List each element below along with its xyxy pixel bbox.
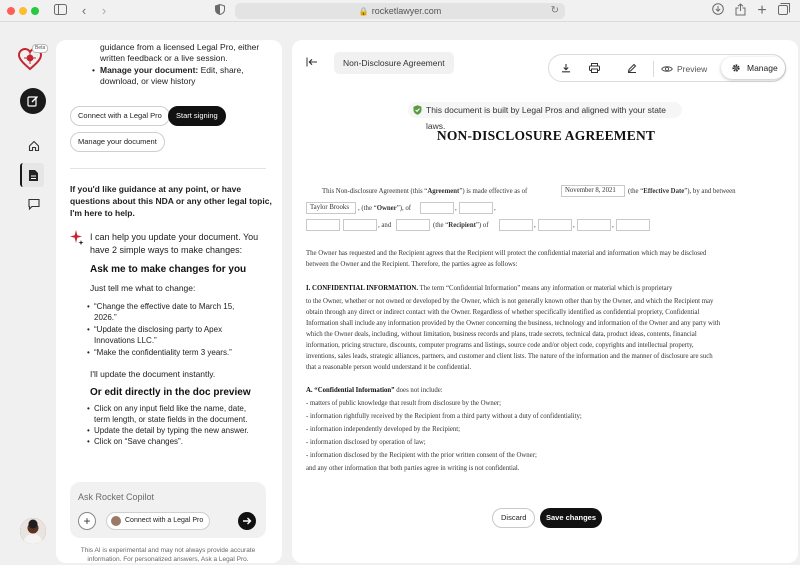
new-tab-icon[interactable]: + [757, 2, 767, 19]
start-signing-chip[interactable]: Start signing [168, 106, 226, 126]
composer-input[interactable]: Ask Rocket Copilot [78, 492, 155, 502]
intro-tail-line: guidance from a licensed Legal Pro, either [100, 42, 260, 52]
sparkle-icon [70, 230, 84, 246]
download-icon[interactable] [559, 61, 573, 75]
owner-city-field[interactable] [459, 202, 493, 214]
example-item: • “Update the disclosing party to Apex Innovations LLC.” [94, 325, 272, 346]
owner-zip-field[interactable] [343, 219, 377, 231]
documents-nav-button[interactable] [20, 163, 44, 187]
left-rail [0, 22, 56, 565]
compose-icon [27, 95, 39, 107]
print-icon[interactable] [587, 61, 601, 75]
document-heading: NON-DISCLOSURE AGREEMENT [436, 128, 656, 143]
exclusion-item: - information independently developed by the Recipient; [306, 426, 461, 433]
arrow-right-icon [242, 516, 252, 526]
recipient-state-field[interactable] [577, 219, 611, 231]
manage-document-chip[interactable]: Manage your document [70, 132, 165, 152]
gear-icon [731, 63, 741, 73]
chat-composer [70, 482, 266, 538]
help-text: I can help you update your document. You [90, 232, 259, 242]
edit-directly-heading: Or edit directly in the doc preview [90, 387, 251, 398]
doc-paragraph-line: inventions, sales leads, strategic alliances, partners, and customer and client lists. The nature of the information and the manner of disclosure are such [306, 353, 713, 360]
tab-overview-icon[interactable] [776, 3, 792, 19]
legal-pro-avatar-icon [111, 516, 121, 526]
preview-toggle[interactable]: Preview [661, 59, 707, 79]
manage-doc-bullet: • Manage your document: Edit, share, [92, 65, 244, 75]
connect-legal-pro-chip[interactable]: Connect with a Legal Pro [70, 106, 170, 126]
forward-icon[interactable]: › [101, 3, 107, 18]
owner-address-field[interactable] [420, 202, 454, 214]
save-changes-button[interactable]: Save changes [540, 508, 602, 528]
edit-pen-icon[interactable] [625, 61, 639, 75]
help-text: have 2 simple ways to make changes: [90, 245, 243, 255]
doc-paragraph-line: that a reasonable person would understand it be confidential. [306, 364, 472, 371]
exclusion-item: - information rightfully received by the Recipient from a third party without a duty of confidentiality; [306, 413, 582, 420]
address-bar[interactable] [235, 3, 565, 19]
home-icon [28, 140, 40, 152]
url-text: rocketlawyer.com [371, 6, 442, 16]
shield-check-icon [413, 105, 422, 115]
guidance-text: I'm here to help. [70, 208, 135, 218]
app-container [0, 22, 800, 565]
collapse-panel-icon[interactable] [306, 56, 318, 70]
manage-doc-bullet-cont: download, or view history [100, 76, 196, 86]
discard-button[interactable]: Discard [492, 508, 535, 528]
downloads-icon[interactable] [710, 3, 726, 19]
home-nav-button[interactable] [22, 134, 46, 158]
legal-pro-badge: This document is built by Legal Pros and aligned with your state laws. [408, 102, 682, 118]
step-item: • Click on “Save changes”. [94, 437, 272, 448]
doc-line: (the “Recipient”) of [433, 222, 489, 229]
browser-toolbar [0, 0, 800, 22]
step-item: • Update the detail by typing the new answer. [94, 426, 272, 437]
owner-name-field[interactable]: Taylor Brooks [306, 202, 356, 214]
manage-toggle[interactable]: Manage [721, 57, 785, 79]
chat-nav-button[interactable] [22, 192, 46, 216]
ai-disclaimer: This AI is experimental and may not always provide accurate information. For personalized answers, Ask a Legal Pro. [80, 547, 256, 563]
eye-icon [661, 65, 673, 73]
doc-paragraph-line: which the Owner deals, including, without limitation, business records and plans, trade secrets, technical data, product ideas, contents, financial [306, 331, 697, 338]
connect-legal-pro-button[interactable]: Connect with a Legal Pro [106, 512, 210, 530]
lock-icon: 🔒 [358, 7, 369, 16]
document-panel: Non-Disclosure Agreement Preview Manage This document is built by Legal Pros and aligned with your state laws. NON-DISCLOSURE AGREEMENT This Non-disclosure Agreement (this “Agreement”) is made effective as of November 8, 2021 (the “Effective Date”), by and between Taylor Brooks , (the “Owner”), of , , , and (the “Recipient”) of , , , The Owner has requested and the Recipient agrees that the Recipient will protect the confidential material and information which may be disclosed between the Owner and the Recipient. Therefore, the parties agree as follows: I. CONFIDENTIAL INFORMATION. The term “Confidential Information” means any information or material which is proprietary to the Owner, whether or not owned or developed by the Owner, which is not generally known other than by the Owner, and which the Recipient may obtain through any direct or indirect contact with the Owner. Regardless of whether specifically identified as confidential propriety, Confidential Information shall include any information provided by the Owner concerning the business, technology and information of the Owner and any party with which the Owner deals, including, without limitation, business records and plans, trade secrets, technical data, product ideas, contents, financial information, pricing structure, discounts, computer programs and listings, source code and/or object code, copyrights and intellectual property, inventions, sales leads, strategic alliances, partners, and customer and client lists. The nature of the information and the manner of disclosure are such that a reasonable person would understand it be confidential. A. “Confidential Information” does not include: - matters of public knowledge that result from disclosure by the Owner; - information rightfully received by the Recipient from a third party without a duty of confidentiality; - information independently developed by the Recipient; - information disclosed by operation of law; - information disclosed by the Recipient with the prior written consent of the Owner; and any other information that both parties agree in writing is not confidential. Discard Save changes [292, 40, 798, 563]
share-icon[interactable] [732, 3, 748, 19]
owner-state-field[interactable] [306, 219, 340, 231]
back-icon[interactable]: ‹ [81, 3, 87, 18]
section-1-heading-line: I. CONFIDENTIAL INFORMATION. The term “Confidential Information” means any information or material which is proprietary [306, 285, 673, 292]
doc-paragraph-line: Information shall include any information provided by the Owner concerning the business, technology and information of the Owner and any party with [306, 320, 721, 327]
effective-date-field[interactable]: November 8, 2021 [561, 185, 625, 197]
doc-paragraph-line: between the Owner and the Recipient. Therefore, the parties agree as follows: [306, 261, 518, 268]
new-document-button[interactable] [20, 88, 46, 114]
subsection-a-heading: A. “Confidential Information” does not include: [306, 387, 443, 394]
guidance-text: questions about this NDA or any other legal topic, [70, 196, 272, 206]
close-window-button[interactable] [7, 7, 15, 15]
doc-paragraph-line: The Owner has requested and the Recipient agrees that the Recipient will protect the confidential material and information which may be disclosed [306, 250, 707, 257]
minimize-window-button[interactable] [19, 7, 27, 15]
chat-bubble-icon [28, 198, 40, 210]
recipient-city-field[interactable] [538, 219, 572, 231]
example-item: • “Change the effective date to March 15, 2026.” [94, 302, 272, 323]
doc-line: (the “Effective Date”), by and between [628, 188, 736, 195]
toolbar-separator [653, 61, 654, 77]
doc-paragraph-line: information, pricing structure, discounts, computer programs and listings, source code and/or object code, copyrights and intellectual property, [306, 342, 694, 349]
instantly-text: I'll update the document instantly. [90, 369, 216, 379]
reload-icon[interactable]: ↻ [550, 5, 559, 16]
chat-messages[interactable] [56, 40, 282, 470]
doc-paragraph-line: to the Owner, whether or not owned or developed by the Owner, which is not generally known other than by the Owner, and which the Recipient may [306, 298, 714, 305]
send-button[interactable] [238, 512, 256, 530]
user-avatar[interactable] [20, 518, 46, 544]
document-title-tab[interactable]: Non-Disclosure Agreement [334, 52, 454, 74]
intro-tail-line: written feedback or a live session. [100, 53, 228, 63]
recipient-name-field[interactable] [396, 219, 430, 231]
step-item: • Click on any input field like the name, date, term length, or state fields in the document. [94, 404, 272, 425]
exclusion-item: - information disclosed by the Recipient with the prior written consent of the Owner; [306, 452, 537, 459]
maximize-window-button[interactable] [31, 7, 39, 15]
just-tell-text: Just tell me what to change: [90, 283, 196, 293]
doc-paragraph-line: obtain through any direct or indirect contact with the Owner. Regardless of whether specifically identified as confidential propriety, Confidential [306, 309, 700, 316]
exclusion-item: and any other information that both parties agree in writing is not confidential. [306, 465, 520, 472]
doc-line: This Non-disclosure Agreement (this “Agreement”) is made effective as of [322, 188, 528, 195]
copilot-chat-panel [56, 40, 282, 563]
chat-divider [70, 168, 266, 169]
guidance-text: If you'd like guidance at any point, or have [70, 184, 242, 194]
recipient-address-field[interactable] [499, 219, 533, 231]
doc-line: , (the “Owner”), of [358, 205, 412, 212]
exclusion-item: - information disclosed by operation of law; [306, 439, 426, 446]
sidebar-toggle-icon[interactable] [52, 3, 68, 19]
document-icon [28, 169, 39, 182]
example-item: • “Make the confidentiality term 3 years.” [94, 348, 272, 359]
shield-privacy-icon[interactable] [212, 3, 228, 19]
add-attachment-button[interactable]: + [78, 512, 96, 530]
exclusion-item: - matters of public knowledge that result from disclosure by the Owner; [306, 400, 501, 407]
beta-badge: Beta [32, 44, 48, 53]
ask-changes-heading: Ask me to make changes for you [90, 264, 247, 275]
recipient-zip-field[interactable] [616, 219, 650, 231]
document-toolbar [548, 54, 786, 82]
